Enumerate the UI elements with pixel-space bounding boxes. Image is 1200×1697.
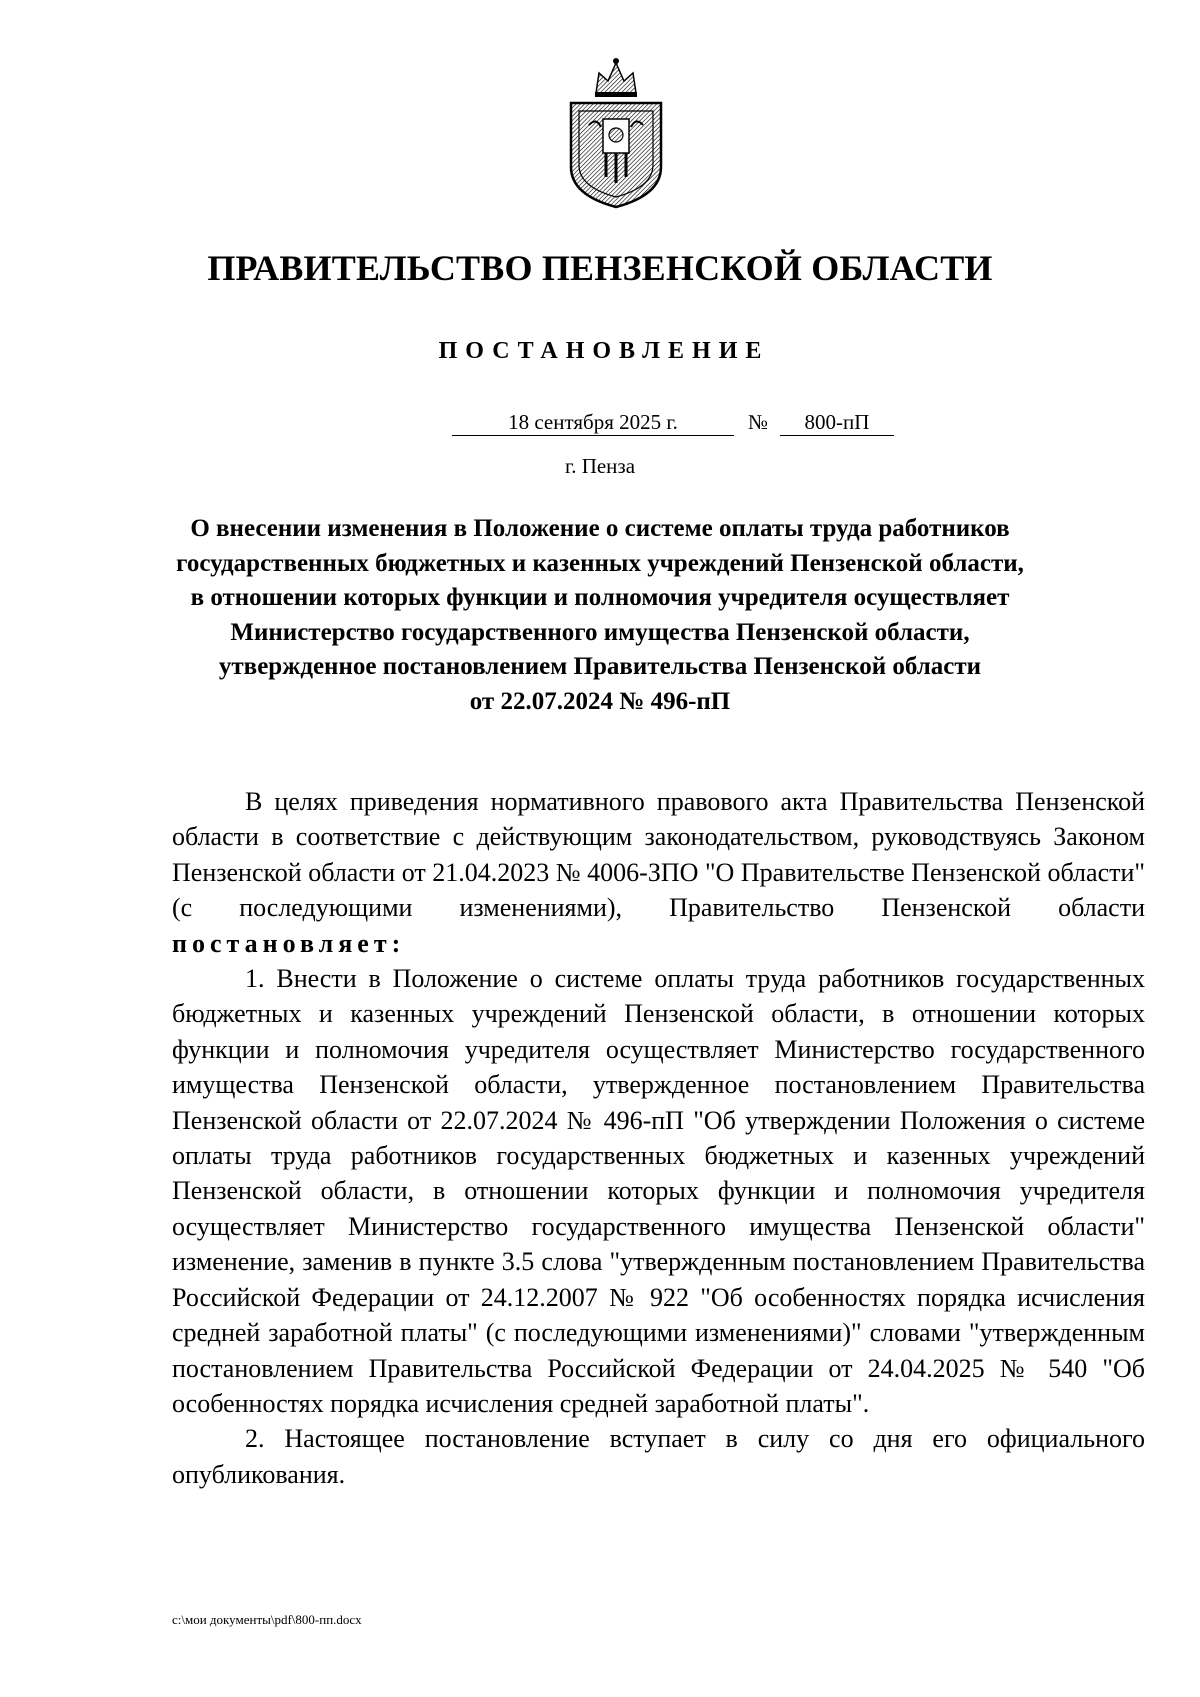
subject-line: в отношении которых функции и полномочия учредителя осуществляет <box>190 584 1010 611</box>
registration-line <box>0 408 1200 438</box>
file-path-footer: c:\мои документы\pdf\800-пп.docx <box>172 1612 362 1627</box>
decree-subject <box>150 512 1050 719</box>
penza-region-coat-of-arms-icon <box>561 55 671 210</box>
subject-line: О внесении изменения в Положение о системе оплаты труда работников <box>190 515 1010 542</box>
subject-line: государственных бюджетных и казенных учреждений Пензенской области, <box>176 549 1024 577</box>
item-2-paragraph: 2. Настоящее постановление вступает в силу со дня его официального опубликования. <box>172 1424 1145 1489</box>
item-1-paragraph: 1. Внести в Положение о системе оплаты труда работников государственных бюджетных и казенных учреждений Пензенской области, в отношении которых функции и полномочия учредителя осуществляет Министерство государственного имущества Пензенской области, утвержденное постановлением Правительства Пензенской области от 22.07.2024 № 496-пП "Об утверждении Положения о системе оплаты труда работников государственных бюджетных и казенных учреждений Пензенской области, в отношении которых функции и полномочия учредителя осуществляет Министерство государственного имущества Пензенской области" изменение, заменив в пункте 3.5 слова "утвержденным постановлением Правительства Российской Федерации от 24.12.2007 № 922 "Об особенностях порядка исчисления средней заработной платы" (с последующими изменениями)" словами "утвержденным постановлением Правительства Российской Федерации от 24.04.2025 № 540 "Об особенностях порядка исчисления средней заработной платы". <box>172 964 1145 1418</box>
preamble-paragraph <box>172 784 1145 961</box>
decree-body <box>172 784 1145 1492</box>
decree-date: 18 сентября 2025 г. <box>452 408 734 436</box>
number-sign: № <box>748 410 769 434</box>
decree-word: постановляет: <box>172 928 406 958</box>
city-name: г. Пенза <box>564 454 636 478</box>
government-title: ПРАВИТЕЛЬСТВО ПЕНЗЕНСКОЙ ОБЛАСТИ <box>207 248 993 288</box>
subject-line: от 22.07.2024 № 496-пП <box>469 687 731 715</box>
subject-line: утвержденное постановлением Правительства Пензенской области <box>218 653 982 680</box>
subject-line: Министерство государственного имущества Пензенской области, <box>230 618 970 646</box>
decree-number: 800-пП <box>780 408 894 436</box>
preamble-text: В целях приведения нормативного правового акта Правительства Пензенской области в соответствие с действующим законодательством, руководствуясь Законом Пензенской области от 21.04.2023 № 4006-ЗПО "О Правительстве Пензенской области" (с последующими изменениями), Правительство Пензенской области <box>172 787 1145 923</box>
document-type-heading: ПОСТАНОВЛЕНИЕ <box>438 338 770 364</box>
